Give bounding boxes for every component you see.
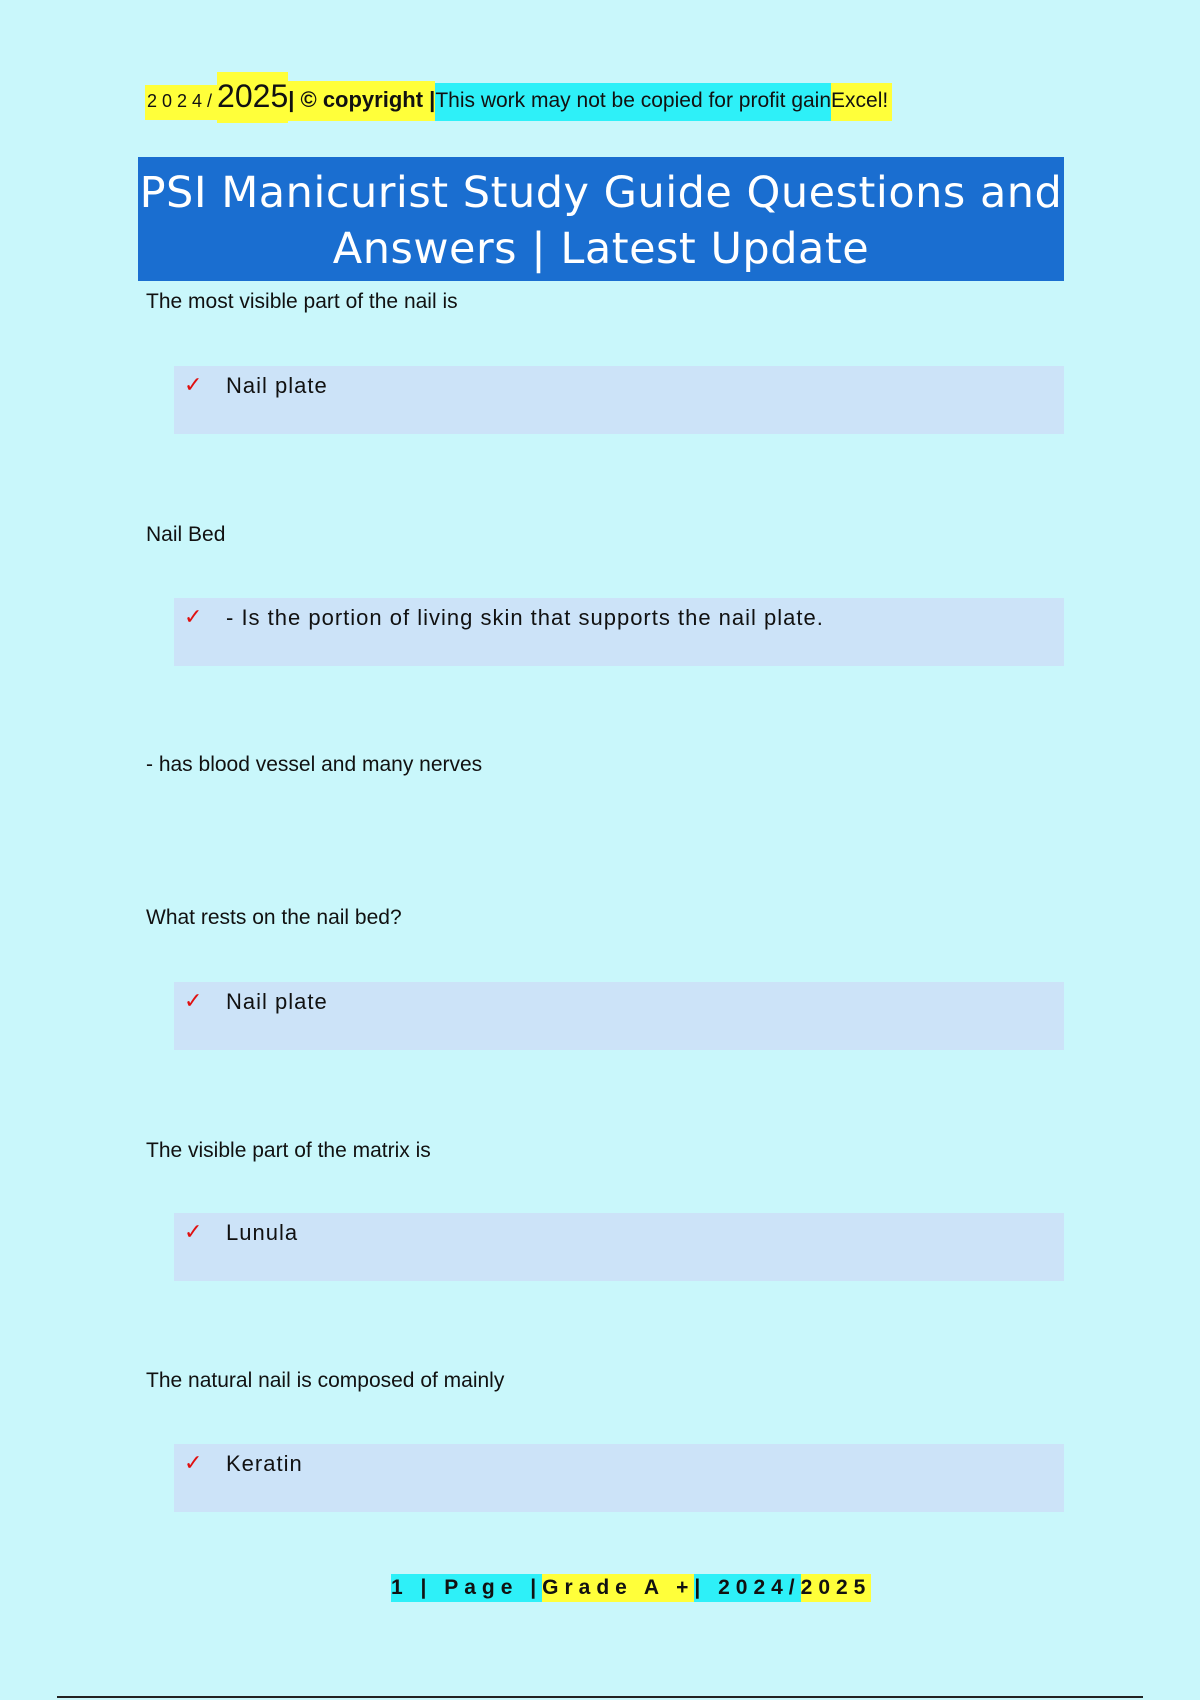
answer-4: Nail plate (226, 989, 328, 1014)
question-2: Nail Bed (146, 523, 226, 546)
check-icon: ✓ (184, 988, 203, 1013)
footer-year: 2025 (801, 1574, 872, 1602)
copyright-header (145, 72, 892, 123)
bottom-divider (57, 1696, 1143, 1698)
title-line-1: PSI Manicurist Study Guide Questions and (139, 168, 1063, 218)
answer-5: Lunula (226, 1220, 299, 1245)
footer-separator: | 2024/ (694, 1574, 800, 1602)
document-title (138, 157, 1064, 281)
question-4: What rests on the nail bed? (146, 906, 402, 929)
answer-box-2 (174, 598, 1064, 666)
title-line-2: Answers | Latest Update (332, 224, 870, 274)
check-icon: ✓ (184, 372, 203, 397)
question-3: - has blood vessel and many nerves (146, 753, 483, 776)
page-footer (391, 1574, 871, 1602)
header-copyright: | © copyright | (288, 81, 435, 121)
question-1: The most visible part of the nail is (146, 290, 458, 313)
answer-box-5 (174, 1213, 1064, 1281)
header-year-right: 2025 (217, 72, 288, 123)
answer-2: - Is the portion of living skin that supports the nail plate. (226, 605, 824, 630)
check-icon: ✓ (184, 1450, 203, 1475)
answer-box-1 (174, 366, 1064, 434)
answer-box-6 (174, 1444, 1064, 1512)
answer-6: Keratin (226, 1451, 303, 1476)
header-excel: Excel! (831, 83, 892, 121)
footer-page: 1 | Page | (391, 1574, 542, 1602)
header-notice: This work may not be copied for profit gain (435, 83, 831, 121)
answer-1: Nail plate (226, 373, 328, 398)
question-6: The natural nail is composed of mainly (146, 1369, 505, 1392)
check-icon: ✓ (184, 1219, 203, 1244)
question-5: The visible part of the matrix is (146, 1139, 431, 1162)
footer-grade: Grade A + (542, 1574, 694, 1602)
header-year-left: 2024/ (145, 85, 217, 120)
check-icon: ✓ (184, 604, 203, 629)
answer-box-4 (174, 982, 1064, 1050)
